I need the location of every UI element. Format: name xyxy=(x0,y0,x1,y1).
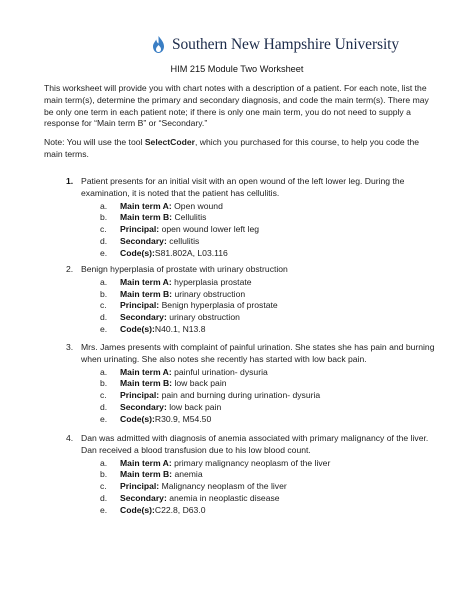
question-number: 1. xyxy=(66,176,74,186)
question-text: Mrs. James presents with complaint of painful urination. She states she has pain and burning when urinating. She also notes she recently has started with low back pain. xyxy=(81,342,435,364)
answer-letter: a. xyxy=(100,276,108,287)
answer-value: primary malignancy neoplasm of the liver xyxy=(174,457,331,468)
note-suffix: , which you purchased for this course, to help you code the main terms. xyxy=(44,137,420,159)
question-number: 3. xyxy=(66,342,74,352)
answer-value: painful urination- dysuria xyxy=(174,366,268,377)
answer-codes xyxy=(44,248,436,260)
answer-codes xyxy=(44,414,436,426)
answer-letter: b. xyxy=(100,288,108,299)
answer-letter: c. xyxy=(100,390,107,401)
note-paragraph xyxy=(44,137,436,161)
answer-main-term-b xyxy=(44,212,436,224)
answer-letter: b. xyxy=(100,378,108,389)
answer-label: Principal: xyxy=(120,224,160,235)
question-1 xyxy=(44,176,436,260)
answer-main-term-a xyxy=(44,201,436,213)
answer-value: cellulitis xyxy=(169,235,200,246)
question-text: Benign hyperplasia of prostate with urinary obstruction xyxy=(81,264,288,274)
answer-letter: c. xyxy=(100,300,107,311)
answer-main-term-a xyxy=(44,458,436,470)
answer-main-term-a xyxy=(44,367,436,379)
answer-letter: c. xyxy=(100,481,107,492)
answer-codes xyxy=(44,505,436,517)
answer-secondary xyxy=(44,236,436,248)
answer-label: Code(s): xyxy=(120,413,155,424)
answer-value: open wound lower left leg xyxy=(161,224,260,235)
university-name: Southern New Hampshire University xyxy=(172,36,400,53)
answer-value: S81.802A, L03.116 xyxy=(154,247,228,258)
answer-value: Malignancy neoplasm of the liver xyxy=(161,481,287,492)
note-tool-name: SelectCoder xyxy=(144,137,195,147)
answer-list xyxy=(44,458,436,517)
answer-main-term-b xyxy=(44,469,436,481)
answer-label: Main term A: xyxy=(120,200,172,211)
question-2 xyxy=(44,264,436,336)
answer-letter: e. xyxy=(100,247,108,258)
question-number: 4. xyxy=(66,433,74,443)
answer-letter: e. xyxy=(100,413,108,424)
answer-label: Main term A: xyxy=(120,276,172,287)
answer-letter: d. xyxy=(100,401,108,412)
question-4 xyxy=(44,433,436,517)
answer-label: Secondary: xyxy=(120,235,167,246)
answer-main-term-b xyxy=(44,289,436,301)
answer-list xyxy=(44,201,436,260)
university-logo xyxy=(150,34,450,56)
answer-letter: b. xyxy=(100,212,108,223)
answer-label: Main term A: xyxy=(120,366,172,377)
answer-letter: e. xyxy=(100,504,108,515)
question-number: 2. xyxy=(66,264,74,274)
answer-label: Principal: xyxy=(120,300,160,311)
answer-principal xyxy=(44,300,436,312)
answer-principal xyxy=(44,390,436,402)
answer-value: anemia xyxy=(174,469,203,480)
answer-list xyxy=(44,367,436,426)
answer-secondary xyxy=(44,312,436,324)
answer-label: Main term B: xyxy=(120,469,173,480)
answer-codes xyxy=(44,324,436,336)
answer-label: Secondary: xyxy=(120,401,167,412)
answer-secondary xyxy=(44,493,436,505)
answer-label: Principal: xyxy=(120,481,160,492)
answer-label: Code(s): xyxy=(120,247,155,258)
answer-value: urinary obstruction xyxy=(169,312,240,323)
answer-value: C22.8, D63.0 xyxy=(154,504,206,515)
question-text: Patient presents for an initial visit with an open wound of the left lower leg. During the examination, it is noted that the patient has cellulitis. xyxy=(81,176,405,198)
answer-value: low back pain xyxy=(169,401,222,412)
answer-label: Main term B: xyxy=(120,288,173,299)
answer-value: Cellulitis xyxy=(174,212,207,223)
worksheet-title: HIM 215 Module Two Worksheet xyxy=(170,64,304,74)
answer-label: Code(s): xyxy=(120,323,155,334)
intro-paragraph: This worksheet will provide you with chart notes with a description of a patient. For each note, list the main term(s), determine the primary and secondary diagnosis, and code the main term(s). There may be only one term in each patient note; if there is only one main term, you do not need to supply a response for “Main term B” or “Secondary.” xyxy=(44,83,429,129)
answer-label: Principal: xyxy=(120,390,160,401)
answer-value: pain and burning during urination- dysuria xyxy=(161,390,321,401)
answer-list xyxy=(44,277,436,336)
answer-letter: a. xyxy=(100,457,108,468)
answer-value: R30.9, M54.50 xyxy=(154,413,212,424)
answer-value: anemia in neoplastic disease xyxy=(169,492,280,503)
answer-value: Benign hyperplasia of prostate xyxy=(161,300,278,311)
answer-main-term-b xyxy=(44,378,436,390)
answer-value: Open wound xyxy=(174,200,223,211)
answer-value: N40.1, N13.8 xyxy=(154,323,206,334)
answer-letter: a. xyxy=(100,200,108,211)
answer-letter: d. xyxy=(100,492,108,503)
answer-letter: a. xyxy=(100,366,108,377)
answer-letter: d. xyxy=(100,235,108,246)
answer-label: Code(s): xyxy=(120,504,155,515)
answer-value: urinary obstruction xyxy=(174,288,246,299)
answer-principal xyxy=(44,224,436,236)
answer-letter: d. xyxy=(100,312,108,323)
answer-main-term-a xyxy=(44,277,436,289)
answer-principal xyxy=(44,481,436,493)
note-prefix: Note: You will use the tool xyxy=(44,137,145,147)
answer-secondary xyxy=(44,402,436,414)
answer-value: hyperplasia prostate xyxy=(174,276,252,287)
answer-letter: e. xyxy=(100,323,108,334)
answer-label: Secondary: xyxy=(120,312,167,323)
answer-value: low back pain xyxy=(174,378,227,389)
answer-label: Secondary: xyxy=(120,492,167,503)
answer-letter: b. xyxy=(100,469,108,480)
snhu-flame-icon xyxy=(150,35,167,54)
answer-label: Main term A: xyxy=(120,457,172,468)
question-text: Dan was admitted with diagnosis of anemia associated with primary malignancy of the liver. Dan received a blood transfusion due to his low blood count. xyxy=(81,433,429,455)
answer-label: Main term B: xyxy=(120,378,173,389)
answer-label: Main term B: xyxy=(120,212,173,223)
answer-letter: c. xyxy=(100,224,107,235)
question-3 xyxy=(44,342,436,426)
